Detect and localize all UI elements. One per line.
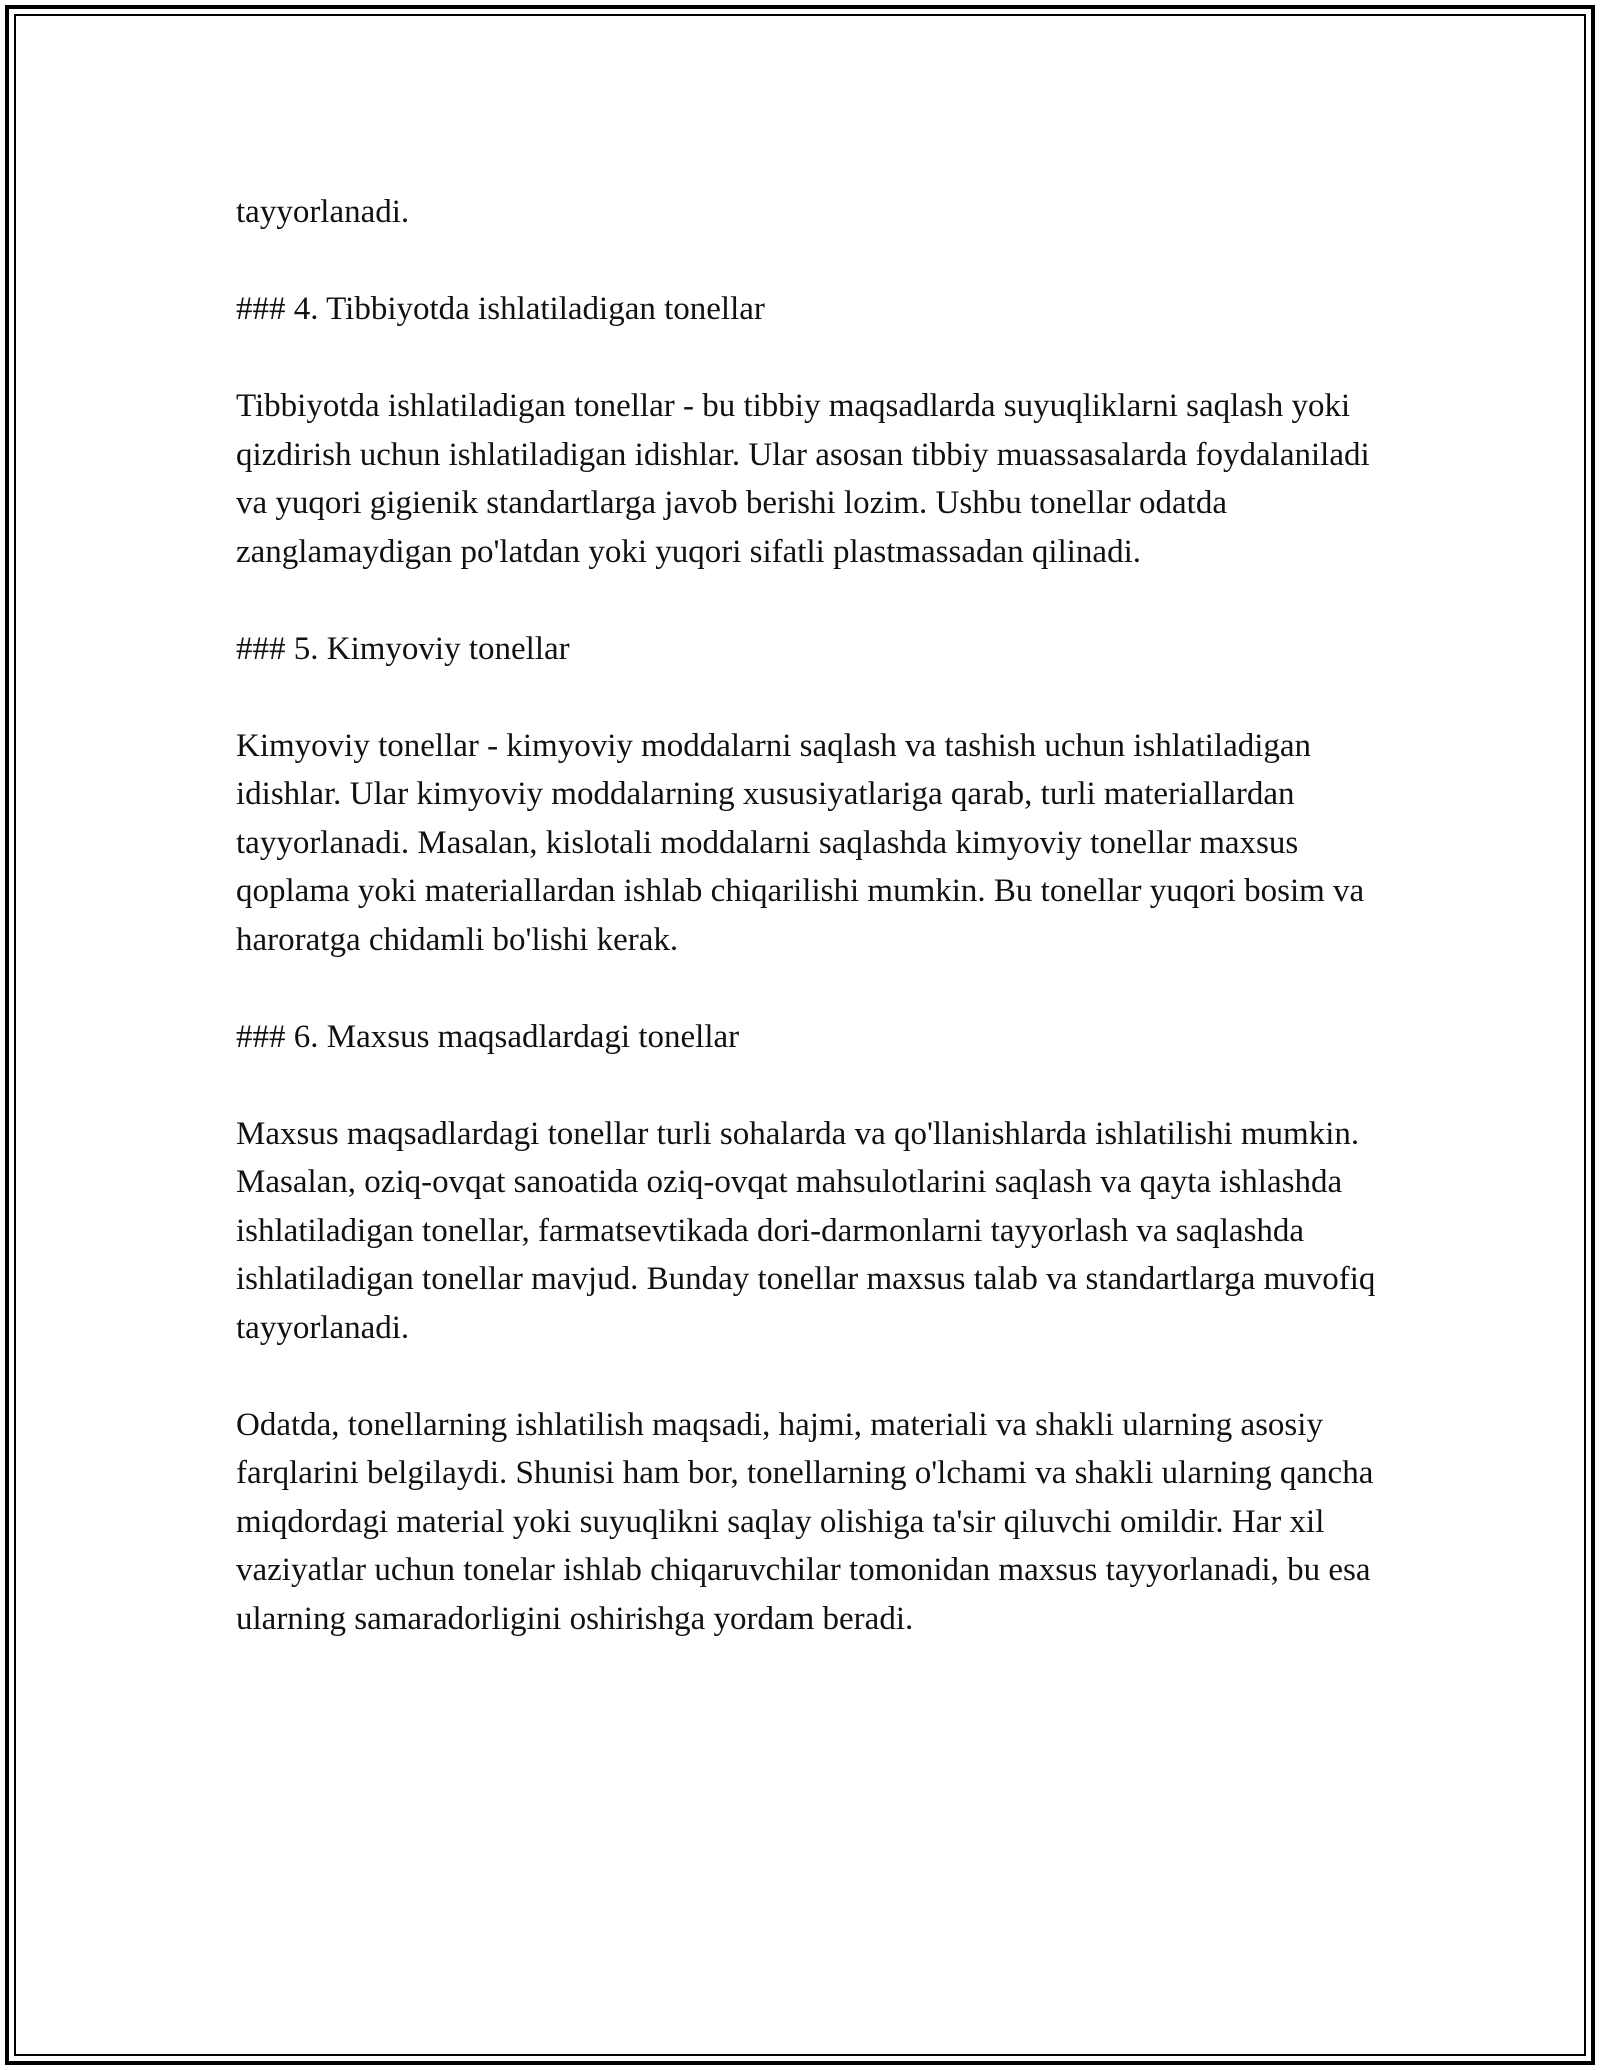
section-heading-5: ### 5. Kimyoviy tonellar	[236, 630, 570, 667]
section-heading-6: ### 6. Maxsus maqsadlardagi tonellar	[236, 1018, 740, 1055]
document-body	[236, 188, 1376, 1643]
paragraph-conclusion: Odatda, tonellarning ishlatilish maqsadi, hajmi, materiali va shakli ularning asosiy farqlarini belgilaydi. Shunisi ham bor, tonellarning o'lchami va shakli ularning qancha miqdordagi material yoki suyuqlikni saqlay olishiga ta'sir qiluvchi omildir. Har xil vaziyatlar uchun tonelar ishlab chiqaruvchilar tomonidan maxsus tayyorlanadi, bu esa ularning samaradorligini oshirishga yordam beradi.	[236, 1406, 1374, 1637]
paragraph-continuation: tayyorlanadi.	[236, 194, 410, 230]
paragraph-medical-tonellar: Tibbiyotda ishlatiladigan tonellar - bu tibbiy maqsadlarda suyuqliklarni saqlash yoki qizdirish uchun ishlatiladigan idishlar. Ular asosan tibbiy muassasalarda foydalaniladi va yuqori gigienik standartlarga javob berishi lozim. Ushbu tonellar odatda zanglamaydigan po'latdan yoki yuqori sifatli plastmassadan qilinadi.	[236, 388, 1370, 570]
section-heading-4: ### 4. Tibbiyotda ishlatiladigan tonellar	[236, 291, 765, 327]
paragraph-chemical-tonellar: Kimyoviy tonellar - kimyoviy moddalarni saqlash va tashish uchun ishlatiladigan idishlar. Ular kimyoviy moddalarning xususiyatlariga qarab, turli materiallardan tayyorlanadi. Masalan, kislotali moddalarni saqlashda kimyoviy tonellar maxsus qoplama yoki materiallardan ishlab chiqarilishi mumkin. Bu tonellar yuqori bosim va haroratga chidamli bo'lishi kerak.	[236, 727, 1365, 958]
paragraph-special-tonellar: Maxsus maqsadlardagi tonellar turli sohalarda va qo'llanishlarda ishlatilishi mumkin. Masalan, oziq-ovqat sanoatida oziq-ovqat mahsulotlarini saqlash va qayta ishlashda ishlatiladigan tonellar, farmatsevtikada dori-darmonlarni tayyorlash va saqlashda ishlatiladigan tonellar mavjud. Bunday tonellar maxsus talab va standartlarga muvofiq tayyorlanadi.	[236, 1115, 1376, 1346]
